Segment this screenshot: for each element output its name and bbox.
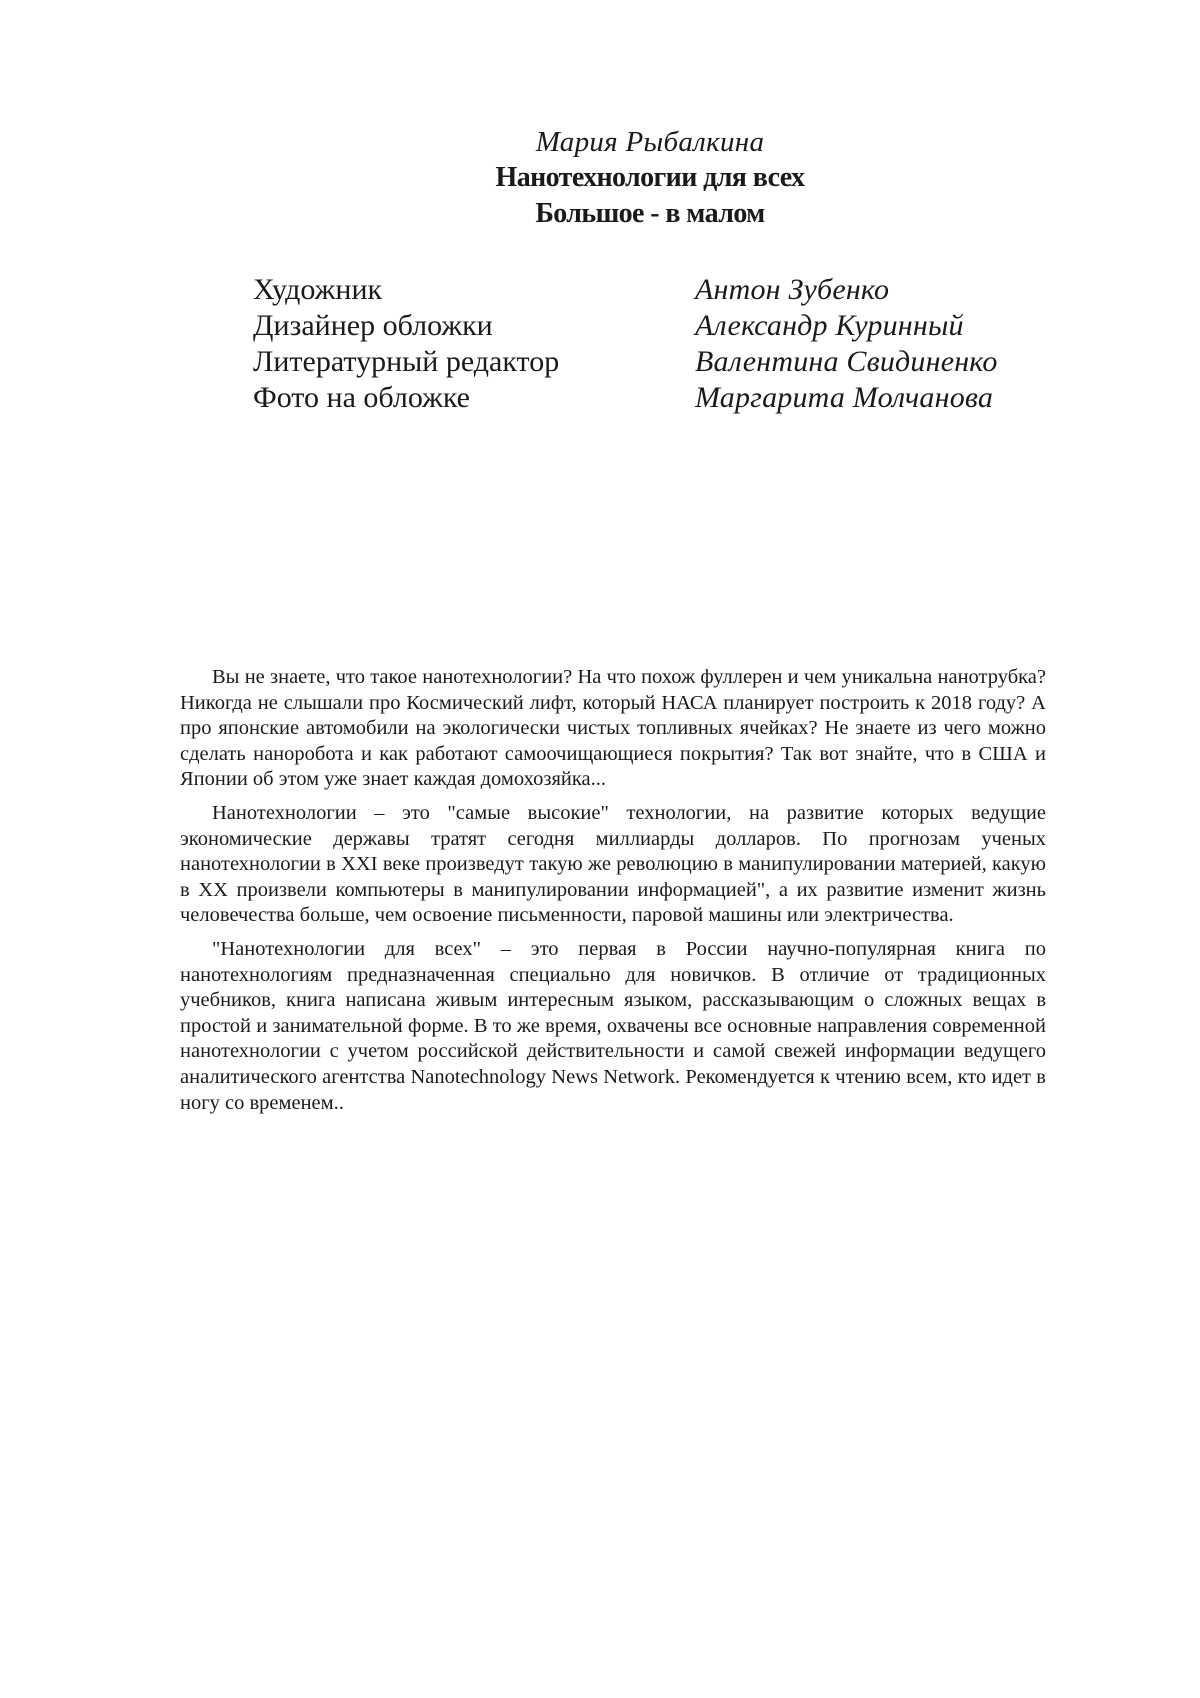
credit-person: Антон Зубенко (695, 273, 890, 306)
credits-list (253, 272, 1073, 416)
book-title: Нанотехнологии для всех (495, 162, 805, 193)
credit-role: Фото на обложке (253, 381, 471, 414)
annotation-paragraph: Нанотехнологии – это "самые высокие" технологии, на развитие которых ведущие экономические державы тратят сегодня миллиарды долларов. По прогнозам ученых нанотехнологии в XXI веке произведут такую же революцию в манипулировании материей, какую в XX произвели компьютеры в манипулировании информацией", а их развитие изменит жизнь человечества больше, чем освоение письменности, паровой машины или электричества. (180, 801, 1046, 927)
credit-row (253, 272, 1073, 308)
credit-role: Художник (253, 273, 383, 306)
annotation-paragraph: Вы не знаете, что такое нанотехнологии? На что похож фуллерен и чем уникальна нанотрубка? Никогда не слышали про Космический лифт, который НАСА планирует построить к 2018 году? А про японские автомобили на экологически чистых топливных ячейках? Не знаете из чего можно сделать наноробота и как работают самоочищающиеся покрытия? Так вот знайте, что в США и Японии об этом уже знает каждая домохозяйка... (180, 666, 1046, 791)
credit-row (253, 344, 1073, 380)
credit-row (253, 308, 1073, 344)
credit-role: Литературный редактор (253, 345, 560, 378)
credit-person: Валентина Свидиненко (695, 345, 998, 378)
credit-role: Дизайнер обложки (253, 309, 493, 342)
book-header (200, 124, 1100, 232)
book-subtitle: Большое - в малом (535, 198, 765, 229)
annotation-text (180, 665, 1046, 1124)
credit-person: Александр Куринный (695, 309, 964, 342)
author-name: Мария Рыбалкина (535, 126, 765, 158)
annotation-paragraph: "Нанотехнологии для всех" – это первая в России научно-популярная книга по нанотехнологиям предназначенная специально для новичков. В отличие от традиционных учебников, книга написана живым интересным языком, рассказывающим о сложных вещах в простой и занимательной форме. В то же время, охвачены все основные направления современной нанотехнологии с учетом российской действительности и самой свежей информации ведущего аналитического агентства Nanotechnology News Network. Рекомендуется к чтению всем, кто идет в ногу со временем.. (180, 937, 1046, 1114)
credit-person: Маргарита Молчанова (695, 381, 994, 414)
credit-row (253, 380, 1073, 416)
